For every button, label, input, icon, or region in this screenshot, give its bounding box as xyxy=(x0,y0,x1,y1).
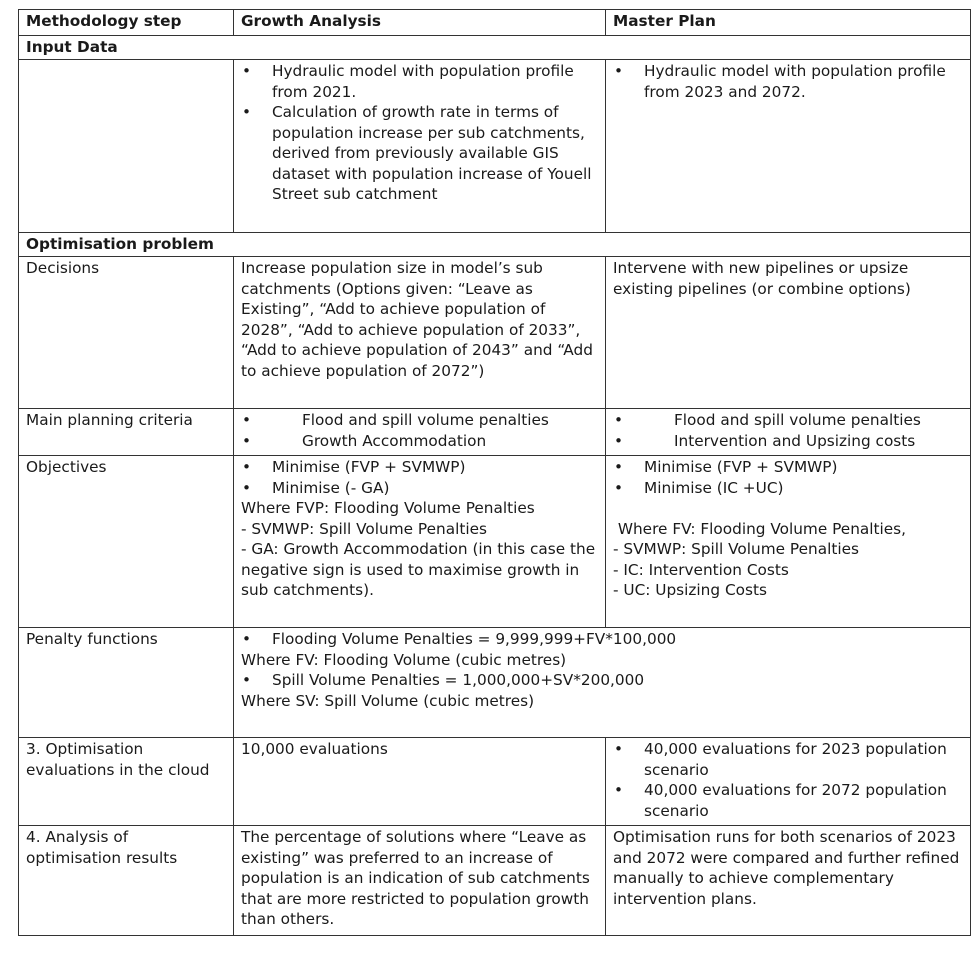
list-item: • Minimise (FVP + SVMWP) xyxy=(241,457,599,478)
row-objectives xyxy=(19,456,971,628)
penalty-label: Penalty functions xyxy=(19,628,234,738)
evaluations-label: 3. Optimisation evaluations in the cloud xyxy=(19,738,234,826)
decisions-growth: Increase population size in model’s sub catchments (Options given: “Leave as Existing”, “Add to achieve population of 2028”, “Add to achieve population of 2033”, “Add to achieve population of 2043” and “Add to achieve population of 2072”) xyxy=(234,257,606,409)
analysis-growth: The percentage of solutions where “Leave as existing” was preferred to an increase of population is an indication of sub catchments that are more restricted to population growth than others. xyxy=(234,826,606,936)
objectives-growth-text-3: - GA: Growth Accommodation (in this case the negative sign is used to maximise growth in sub catchments). xyxy=(241,540,596,599)
methodology-table xyxy=(18,9,971,936)
penalty-content xyxy=(234,628,971,738)
objectives-master xyxy=(606,456,971,628)
objectives-master-text-1: Where FV: Flooding Volume Penalties, xyxy=(613,519,907,538)
input-master-cell xyxy=(606,60,971,233)
list-item: • Flood and spill volume penalties xyxy=(241,410,599,431)
objectives-label: Objectives xyxy=(19,456,234,628)
header-methodology-step: Methodology step xyxy=(19,10,234,36)
input-label-cell xyxy=(19,60,234,233)
input-growth-cell xyxy=(234,60,606,233)
list-item: • Growth Accommodation xyxy=(241,431,599,452)
section-row-input-data xyxy=(19,36,971,60)
list-item: • Calculation of growth rate in terms of population increase per sub catchments, derived from previously available GIS dataset with population increase of Youell Street sub catchment xyxy=(241,102,599,205)
objectives-growth-text-2: - SVMWP: Spill Volume Penalties xyxy=(241,519,487,538)
list-item: • Hydraulic model with population profile from 2021. xyxy=(241,61,599,102)
list-item: • Flood and spill volume penalties xyxy=(613,410,964,431)
row-input-data xyxy=(19,60,971,233)
list-item: • Spill Volume Penalties = 1,000,000+SV*200,000 xyxy=(241,670,964,691)
decisions-label: Decisions xyxy=(19,257,234,409)
analysis-label: 4. Analysis of optimisation results xyxy=(19,826,234,936)
penalty-text-2: Where SV: Spill Volume (cubic metres) xyxy=(241,691,535,710)
decisions-master: Intervene with new pipelines or upsize existing pipelines (or combine options) xyxy=(606,257,971,409)
criteria-label: Main planning criteria xyxy=(19,409,234,456)
section-row-optimisation xyxy=(19,233,971,257)
section-title-optimisation: Optimisation problem xyxy=(19,233,971,257)
penalty-text-1: Where FV: Flooding Volume (cubic metres) xyxy=(241,650,567,669)
header-growth-analysis: Growth Analysis xyxy=(234,10,606,36)
row-analysis xyxy=(19,826,971,936)
objectives-growth-text-1: Where FVP: Flooding Volume Penalties xyxy=(241,499,535,517)
header-master-plan: Master Plan xyxy=(606,10,971,36)
row-evaluations xyxy=(19,738,971,826)
list-item: • Intervention and Upsizing costs xyxy=(613,431,964,452)
objectives-master-text-2: - SVMWP: Spill Volume Penalties xyxy=(613,540,859,558)
list-item: • Flooding Volume Penalties = 9,999,999+FV*100,000 xyxy=(241,629,964,650)
list-item: • Hydraulic model with population profile from 2023 and 2072. xyxy=(613,61,964,102)
criteria-growth xyxy=(234,409,606,456)
objectives-growth xyxy=(234,456,606,628)
list-item: • 40,000 evaluations for 2023 population scenario xyxy=(613,739,964,780)
row-penalty xyxy=(19,628,971,738)
list-item: • Minimise (- GA) xyxy=(241,478,599,499)
evaluations-master xyxy=(606,738,971,826)
row-decisions xyxy=(19,257,971,409)
objectives-master-text-3: - IC: Intervention Costs xyxy=(613,560,789,579)
header-row xyxy=(19,10,971,36)
list-item: • 40,000 evaluations for 2072 population scenario xyxy=(613,780,964,821)
evaluations-growth: 10,000 evaluations xyxy=(234,738,606,826)
row-criteria xyxy=(19,409,971,456)
list-item: • Minimise (FVP + SVMWP) xyxy=(613,457,964,478)
analysis-master: Optimisation runs for both scenarios of 2023 and 2072 were compared and further refined manually to achieve complementary intervention plans. xyxy=(606,826,971,936)
list-item: • Minimise (IC +UC) xyxy=(613,478,964,499)
section-title-input-data: Input Data xyxy=(19,36,971,60)
objectives-master-text-4: - UC: Upsizing Costs xyxy=(613,581,767,599)
criteria-master xyxy=(606,409,971,456)
